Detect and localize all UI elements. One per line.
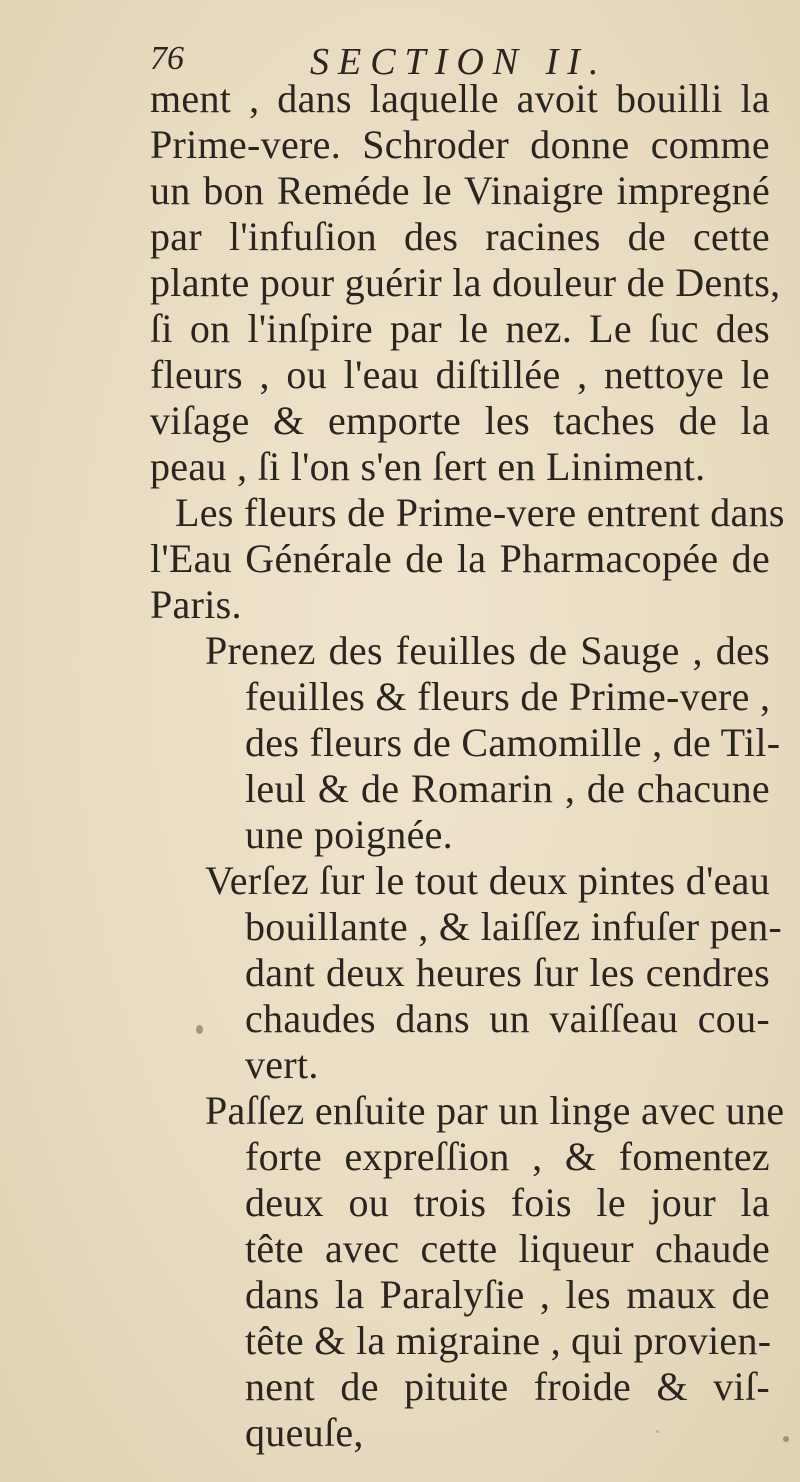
text-line: Les fleurs de Prime-vere entrent dans bbox=[175, 490, 785, 535]
recipe-line: queuſe, bbox=[245, 1410, 364, 1455]
text-line: l'Eau Générale de la Pharmacopée de bbox=[150, 536, 770, 581]
recipe-line: nent de pituite froide & viſ- bbox=[245, 1364, 770, 1409]
text-line: Prime-vere. Schroder donne comme bbox=[150, 122, 770, 167]
recipe-line: bouillante , & laiſſez infuſer pen- bbox=[245, 904, 782, 949]
recipe-line: une poignée. bbox=[245, 812, 453, 857]
recipe-line: dant deux heures ſur les cendres bbox=[245, 950, 770, 995]
recipe-line: Paſſez enſuite par un linge avec une bbox=[205, 1088, 785, 1133]
recipe-line: feuilles & fleurs de Prime-vere , bbox=[245, 674, 771, 719]
text-line: viſage & emporte les taches de la bbox=[150, 398, 770, 443]
recipe-line: deux ou trois fois le jour la bbox=[245, 1180, 770, 1225]
recipe-line: Verſez ſur le tout deux pintes d'eau bbox=[205, 858, 770, 903]
text-line: un bon Reméde le Vinaigre impregné bbox=[150, 168, 770, 213]
recipe-line: des fleurs de Camomille , de Til- bbox=[245, 720, 781, 765]
recipe-line: tête avec cette liqueur chaude bbox=[245, 1226, 770, 1271]
text-line: ment , dans laquelle avoit bouilli la bbox=[150, 76, 770, 121]
text-line: peau , ſi l'on s'en ſert en Liniment. bbox=[150, 444, 706, 489]
recipe-line: leul & de Romarin , de chacune bbox=[245, 766, 770, 811]
text-line: ſi on l'inſpire par le nez. Le ſuc des bbox=[150, 306, 770, 351]
recipe-line: chaudes dans un vaiſſeau cou- bbox=[245, 996, 770, 1041]
recipe-line: tête & la migraine , qui provien- bbox=[245, 1318, 772, 1363]
foxing-spot bbox=[783, 1436, 789, 1442]
page-number: 76 bbox=[150, 40, 184, 77]
recipe-line: dans la Paralyſie , les maux de bbox=[245, 1272, 770, 1317]
recipe-line: forte expreſſion , & fomentez bbox=[245, 1134, 770, 1179]
foxing-spot bbox=[656, 1430, 659, 1433]
foxing-spot bbox=[196, 1025, 203, 1034]
text-line: Paris. bbox=[150, 582, 242, 627]
recipe-line: Prenez des feuilles de Sauge , des bbox=[205, 628, 770, 673]
running-head: SECTION II. bbox=[310, 41, 608, 83]
recipe-line: vert. bbox=[245, 1042, 319, 1087]
text-line: fleurs , ou l'eau diſtillée , nettoye le bbox=[150, 352, 770, 397]
text-line: plante pour guérir la douleur de Dents, bbox=[150, 260, 781, 305]
text-line: par l'infuſion des racines de cette bbox=[150, 214, 770, 259]
